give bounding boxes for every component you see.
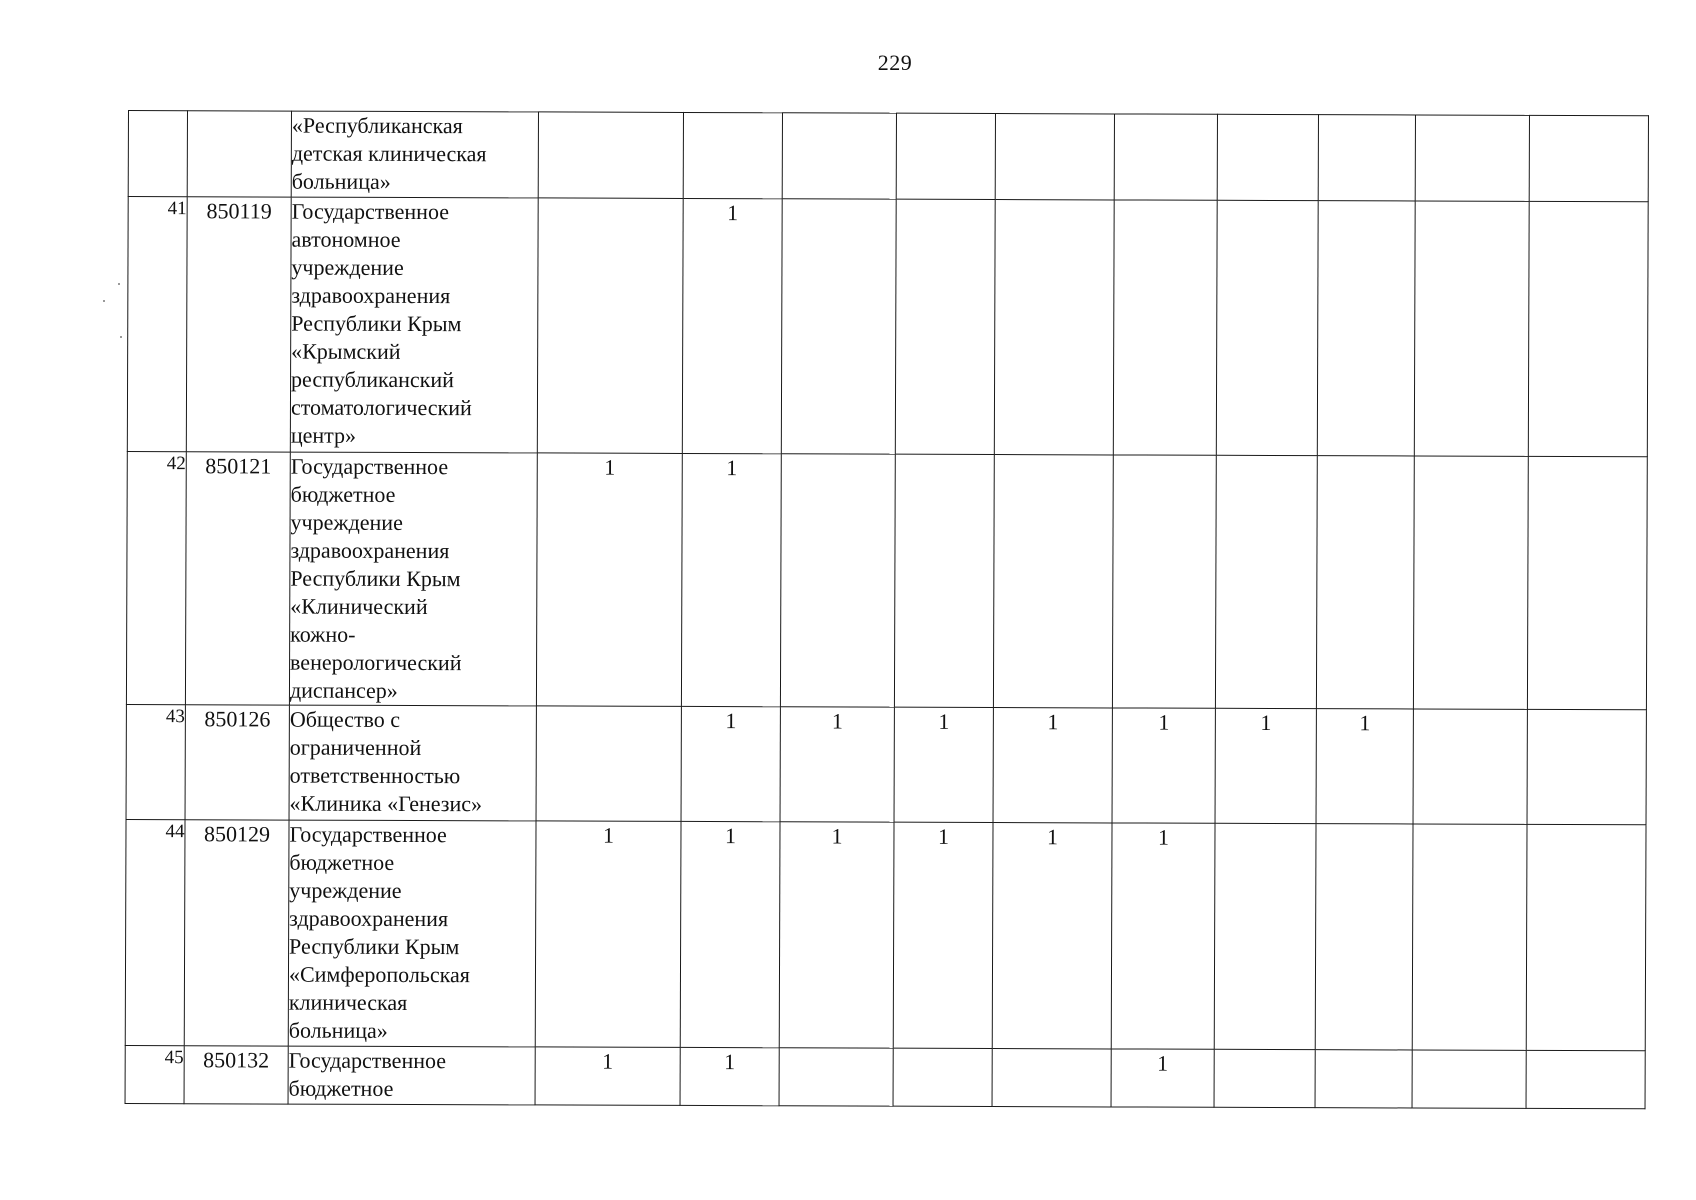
value-cell: 1 xyxy=(1316,709,1413,824)
value-cell xyxy=(781,199,896,454)
value-cell xyxy=(896,113,995,199)
value-cell xyxy=(1316,456,1414,709)
value-cell xyxy=(1413,456,1528,709)
organization-name-cell xyxy=(289,452,537,706)
value-cell xyxy=(1412,824,1527,1050)
table-row xyxy=(126,704,1646,824)
value-cell xyxy=(1216,200,1318,455)
value-cell: 1 xyxy=(894,707,993,822)
value-cell: 1 xyxy=(535,1047,680,1106)
value-cell xyxy=(1412,1050,1526,1108)
organization-code-cell: 850129 xyxy=(184,820,289,1046)
value-cell: 1 xyxy=(681,453,781,706)
scan-speck xyxy=(120,336,122,338)
value-cell xyxy=(1415,115,1529,201)
value-cell xyxy=(1214,823,1316,1049)
value-cell xyxy=(992,1049,1111,1107)
value-cell xyxy=(1317,201,1415,456)
value-cell xyxy=(782,113,896,199)
organization-name-cell xyxy=(289,705,536,821)
value-cell: 1 xyxy=(682,198,782,453)
value-cell xyxy=(537,198,683,454)
value-cell xyxy=(1529,115,1648,201)
value-cell xyxy=(1215,455,1317,708)
value-cell xyxy=(780,454,895,707)
page-number: 229 xyxy=(877,50,913,75)
organization-name: Государственное бюджетное учреждение здравоохранения Республики Крым «Симферопольская клиническая больница» xyxy=(288,821,470,1043)
organization-code-cell xyxy=(187,111,291,197)
value-cell: 1 xyxy=(1111,1049,1214,1107)
table-row xyxy=(126,451,1647,709)
value-cell xyxy=(1526,1050,1645,1108)
value-cell: 1 xyxy=(780,707,894,822)
row-number-cell: 43 xyxy=(126,704,185,819)
row-number-cell: 42 xyxy=(126,451,186,704)
value-cell xyxy=(895,199,995,454)
value-cell: 1 xyxy=(1215,708,1316,823)
row-number-cell: 44 xyxy=(125,819,185,1045)
value-cell: 1 xyxy=(1111,823,1215,1049)
value-cell xyxy=(1214,1049,1315,1107)
value-cell xyxy=(993,455,1113,708)
organization-name-cell xyxy=(288,820,536,1047)
value-cell: 1 xyxy=(680,821,780,1047)
value-cell xyxy=(1318,115,1415,201)
value-cell xyxy=(894,454,994,707)
value-cell xyxy=(1114,114,1217,200)
value-cell xyxy=(893,1048,992,1106)
value-cell xyxy=(1528,201,1648,456)
table-row xyxy=(127,197,1648,457)
value-cell xyxy=(995,114,1114,200)
table-container xyxy=(125,110,1648,1109)
organization-name-cell xyxy=(288,1046,535,1105)
row-number-cell: 41 xyxy=(127,197,187,452)
value-cell xyxy=(1414,201,1529,456)
value-cell xyxy=(536,706,681,822)
organization-name: «Республиканская детская клиническая больница» xyxy=(291,112,487,194)
value-cell xyxy=(1112,455,1216,708)
value-cell: 1 xyxy=(535,821,681,1048)
table-body xyxy=(125,111,1648,1109)
value-cell xyxy=(538,112,683,199)
value-cell xyxy=(683,112,782,198)
scan-speck xyxy=(118,283,120,285)
value-cell xyxy=(779,1048,893,1106)
value-cell xyxy=(1315,1050,1412,1108)
value-cell: 1 xyxy=(680,1047,779,1105)
value-cell xyxy=(1315,824,1413,1050)
table-row xyxy=(128,111,1648,202)
table-row xyxy=(125,1045,1645,1108)
value-cell: 1 xyxy=(681,706,780,821)
value-cell: 1 xyxy=(1112,708,1215,823)
value-cell xyxy=(1113,200,1217,455)
scan-speck xyxy=(103,300,105,302)
organization-name: Государственное бюджетное xyxy=(288,1047,447,1101)
organization-name-cell xyxy=(291,111,538,198)
value-cell: 1 xyxy=(992,823,1112,1049)
organization-name: Общество с ограниченной ответственностью «Клиника «Генезис» xyxy=(289,706,483,817)
value-cell xyxy=(1527,709,1646,824)
organization-name: Государственное автономное учреждение здравоохранения Республики Крым «Крымский республиканский стоматологический центр» xyxy=(290,198,472,448)
organization-name: Государственное бюджетное учреждение здравоохранения Республики Крым «Клинический кожно- венерологический диспансер» xyxy=(289,453,462,703)
value-cell xyxy=(1217,114,1318,200)
organization-code-cell: 850119 xyxy=(186,197,291,452)
medical-organizations-table xyxy=(125,110,1649,1109)
value-cell xyxy=(1526,824,1646,1050)
value-cell: 1 xyxy=(993,708,1112,823)
organization-code-cell: 850126 xyxy=(185,705,289,820)
value-cell xyxy=(994,200,1114,455)
value-cell: 1 xyxy=(536,453,682,707)
row-number-cell xyxy=(128,111,187,197)
table-row xyxy=(125,819,1646,1050)
row-number-cell: 45 xyxy=(125,1045,184,1103)
organization-code-cell: 850121 xyxy=(185,452,290,705)
organization-code-cell: 850132 xyxy=(184,1046,288,1104)
value-cell: 1 xyxy=(893,822,993,1048)
value-cell: 1 xyxy=(779,822,894,1048)
value-cell xyxy=(1527,456,1647,709)
organization-name-cell xyxy=(290,197,538,453)
value-cell xyxy=(1413,709,1527,824)
